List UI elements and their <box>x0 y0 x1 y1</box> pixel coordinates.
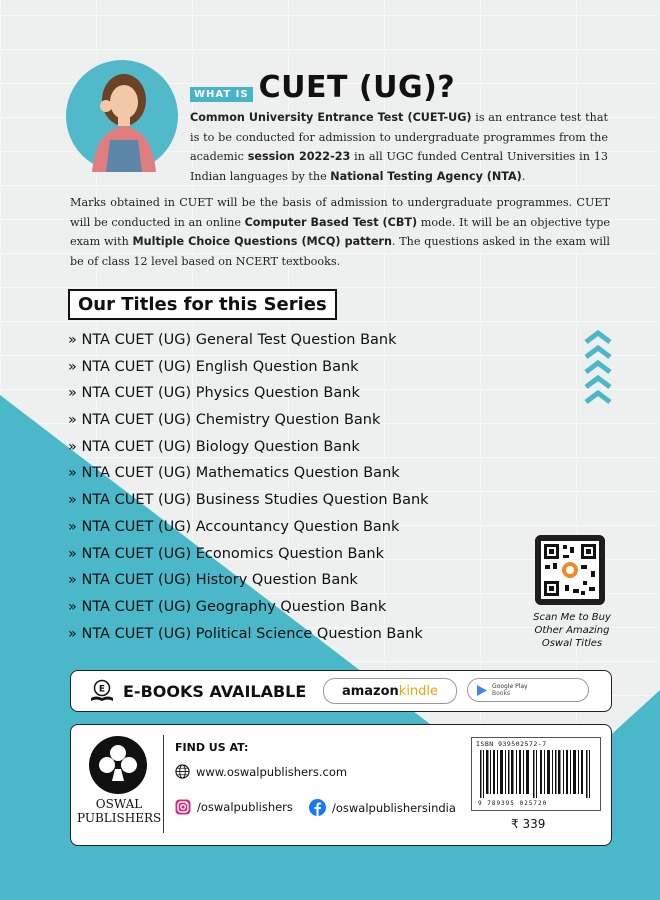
marks-text-e: . The questions asked in the exam will be of class 12 level based on NCERT textbooks. <box>70 235 610 268</box>
globe-icon <box>175 764 190 779</box>
intro-bold-session: session 2022-23 <box>247 150 351 163</box>
instagram-handle[interactable]: /oswalpublishers <box>197 800 293 814</box>
kindle-badge-amazon: amazon <box>341 683 399 699</box>
google-play-icon <box>476 684 488 697</box>
facebook-row[interactable] <box>309 799 456 816</box>
series-title-item: » NTA CUET (UG) English Question Bank <box>68 358 359 375</box>
series-heading: Our Titles for this Series <box>68 289 337 320</box>
facebook-icon <box>309 799 326 816</box>
series-title-item: » NTA CUET (UG) History Question Bank <box>68 572 358 589</box>
chevron-up-icon <box>584 330 612 410</box>
isbn-barcode <box>471 737 601 811</box>
footer-divider <box>163 735 164 833</box>
series-title-item: » NTA CUET (UG) General Test Question Bank <box>68 332 397 348</box>
find-us-label: FIND US AT: <box>175 741 249 754</box>
intro-bold-cuet: Common University Entrance Test (CUET-UG) <box>190 111 472 124</box>
instagram-row[interactable] <box>175 799 293 815</box>
ebooks-label: E-BOOKS AVAILABLE <box>123 681 307 701</box>
publisher-footer <box>70 724 612 846</box>
series-title-item: » NTA CUET (UG) Economics Question Bank <box>68 545 384 562</box>
google-play-books-badge[interactable] <box>467 678 589 702</box>
page-title: CUET (UG)? <box>258 70 456 105</box>
series-title-item: » NTA CUET (UG) Biology Question Bank <box>68 438 360 455</box>
publisher-name-line: OSWAL <box>95 797 143 811</box>
qr-caption <box>522 611 622 650</box>
what-is-label: WHAT IS <box>190 87 253 102</box>
publisher-name-line: PUBLISHERS <box>77 811 162 825</box>
barcode-bars <box>478 750 594 798</box>
google-play-books-label: Books <box>492 690 511 697</box>
website-link[interactable]: www.oswalpublishers.com <box>196 764 348 779</box>
svg-text:E: E <box>98 684 106 695</box>
series-title-item: » NTA CUET (UG) Mathematics Question Bank <box>68 465 400 482</box>
isbn-text: ISBN 939502572-7 <box>476 740 547 748</box>
amazon-kindle-badge[interactable] <box>323 678 457 704</box>
ebook-icon <box>89 678 115 704</box>
series-title-item: » NTA CUET (UG) Accountancy Question Bank <box>68 518 400 535</box>
series-title-item: » NTA CUET (UG) Geography Question Bank <box>68 598 387 615</box>
qr-caption-line: Other Amazing <box>534 625 610 636</box>
website-row[interactable] <box>175 764 347 779</box>
student-avatar-image <box>66 60 178 172</box>
marks-paragraph <box>70 193 610 271</box>
google-play-label: Google Play <box>492 683 528 690</box>
kindle-badge-kindle: kindle <box>398 683 439 699</box>
marks-text-c: mode. It will be an objective type exam with <box>70 215 610 248</box>
oswal-logo <box>88 735 148 795</box>
intro-bold-nta: National Testing Agency (NTA) <box>330 169 522 183</box>
series-title-list <box>68 332 429 652</box>
facebook-handle[interactable]: /oswalpublishersindia <box>332 800 456 815</box>
intro-text-b: in all UGC funded Central Universities in 13 Indian languages by the <box>190 150 608 183</box>
price: ₹ 339 <box>511 817 546 831</box>
series-title-item: » NTA CUET (UG) Chemistry Question Bank <box>68 412 381 429</box>
qr-caption-line: Scan Me to Buy <box>533 612 611 623</box>
barcode-number: 9 789395 025720 <box>478 800 548 807</box>
series-title-item: » NTA CUET (UG) Business Studies Question Bank <box>68 492 429 509</box>
ebooks-banner <box>70 670 612 712</box>
publisher-name <box>77 797 161 825</box>
intro-paragraph <box>190 108 608 186</box>
series-title-item: » NTA CUET (UG) Physics Question Bank <box>68 385 360 402</box>
series-title-item: » NTA CUET (UG) Political Science Question Bank <box>68 625 423 642</box>
marks-bold-cbt: Computer Based Test (CBT) <box>244 215 418 229</box>
qr-caption-line: Oswal Titles <box>541 638 603 649</box>
qr-code-image[interactable] <box>535 535 605 605</box>
intro-text-a: is an entrance test that is to be conducted for admission to undergraduate programmes from the academic <box>190 111 608 163</box>
marks-text-a: Marks obtained in CUET will be the basis of admission to undergraduate programmes. CUET will be conducted in an online <box>70 196 610 229</box>
marks-bold-mcq: Multiple Choice Questions (MCQ) pattern <box>132 235 392 248</box>
instagram-icon <box>175 799 191 815</box>
intro-text-c: . <box>521 169 526 183</box>
